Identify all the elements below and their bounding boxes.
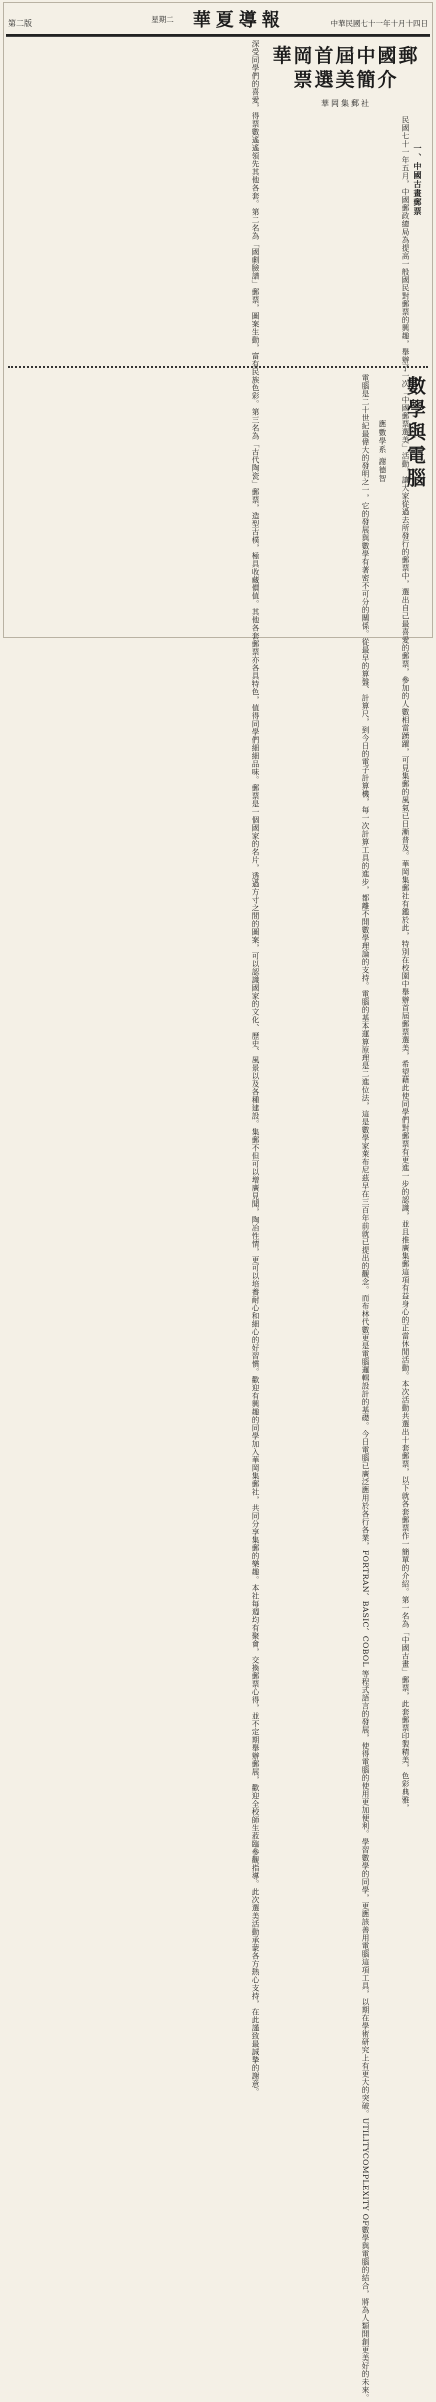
lead-article-body-left [8, 40, 260, 2096]
lead-subtitle: 一、中國古畫郵票 [413, 144, 423, 216]
lead-byline: 華岡集郵社 [321, 99, 371, 108]
section-divider [8, 366, 428, 368]
page-label: 第二版 [8, 19, 32, 28]
lower-article-author: 應數學系 謝德智 [378, 420, 387, 483]
weekday-label: 星期二 [151, 14, 174, 24]
lead-article-text-right: 民國七十一年五月，中國郵政總局為提高一般國民對郵票的興趣，舉辦了一次「中國郵票選美」活動，讓大家從過去所發行的郵票中，選出自己最喜愛的郵票，參加的人數相當踴躍，可見集郵的風氣已日漸普及。華岡集郵社有鑑於此，特別在校園中舉辦首屆郵票選美，希望藉此使同學們對郵票有更進一步的認識，並且推廣集郵這項有益身心的正當休閒活動。本次活動共選出十套郵票，以下就各套郵票作一簡單的介紹。第一名為「中國古畫」郵票，此套郵票印製精美，色彩典雅， [401, 116, 410, 1812]
lower-article-title: 數學與電腦 [404, 376, 426, 491]
masthead [6, 4, 430, 36]
lead-article-text-left: 深受同學們的喜愛，得票數遙遙領先其他各套。第二名為「國劇臉譜」郵票，圖案生動，富有民族色彩。第三名為「古代陶瓷」郵票，造型古樸，極具收藏價值。其他各套郵票亦各具特色，值得同學們細細品味。郵票是一個國家的名片，透過方寸之間的圖案，可以認識國家的文化、歷史、風景以及各種建設。集郵不但可以增廣見聞，陶冶性情，更可以培養耐心和細心的好習慣。歡迎有興趣的同學加入華岡集郵社，共同分享集郵的樂趣。本社每週均有聚會，交換郵票心得，並不定期舉辦郵展，歡迎全校師生蒞臨參觀指導。此次選美活動承蒙各方熱心支持，在此謹致最誠摯的謝意。 [251, 40, 260, 2096]
paper-name: 華夏導報 [192, 10, 285, 31]
date-line: 中華民國七十一年十月十四日 [330, 19, 428, 28]
lead-headline: 華岡首屆中國郵票選美簡介 [272, 45, 420, 91]
lower-article-text: 電腦是二十世紀最偉大的發明之一，它的發展與數學有著密不可分的關係。從最早的算盤、計算尺，到今日的電子計算機，每一次計算工具的進步，都離不開數學理論的支持。電腦的基本運算原理是二進位法，這是數學家萊布尼茲早在三百年前就已提出的觀念。而布林代數更是電腦邏輯設計的基礎。今日電腦已廣泛應用於各行各業，FORTRAN、BASIC、COBOL 等程式語言的發展，使得電腦的使用更加便利。學習數學的同學，更應該善用電腦這項工具，以期在學術研究上有更大的突破。UTILITYCOMPLEXITY OF數學與電腦的結合，將為人類開創更美好的未來。 [361, 374, 370, 2402]
masthead-center [118, 6, 318, 32]
masthead-rule [6, 36, 430, 37]
